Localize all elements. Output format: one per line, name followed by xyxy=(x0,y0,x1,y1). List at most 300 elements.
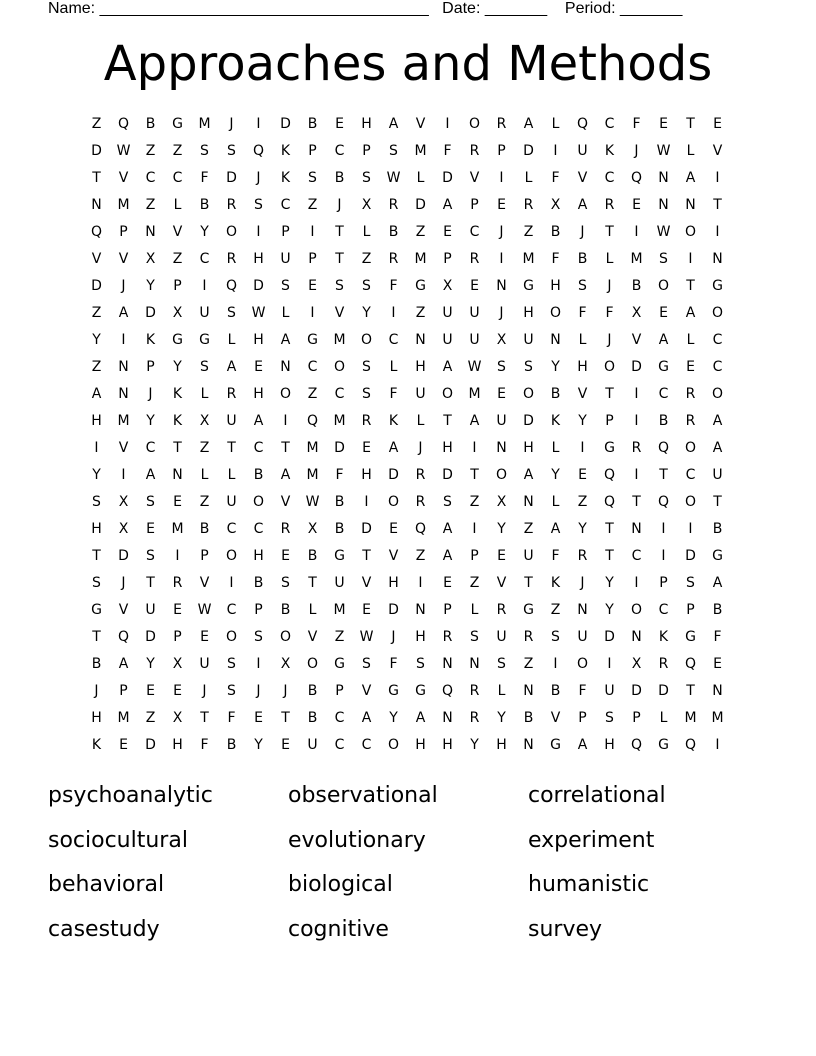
grid-letter: T xyxy=(713,197,722,213)
grid-letter: D xyxy=(685,548,696,564)
grid-letter: L xyxy=(227,332,236,348)
grid-letter: E xyxy=(443,575,452,591)
grid-letter: O xyxy=(387,737,400,753)
grid-letter: Z xyxy=(91,359,102,375)
grid-letter: C xyxy=(226,602,237,618)
grid-letter: P xyxy=(173,629,182,645)
grid-letter: Y xyxy=(605,575,614,591)
grid-letter: G xyxy=(172,332,183,348)
grid-letter: H xyxy=(604,737,615,753)
grid-letter: O xyxy=(630,602,643,618)
grid-letter: O xyxy=(711,305,724,321)
grid-letter: A xyxy=(685,170,696,186)
grid-letter: S xyxy=(659,251,668,267)
grid-letter: D xyxy=(523,413,534,429)
grid-letter: N xyxy=(658,170,669,186)
grid-letter: A xyxy=(442,521,453,537)
grid-letter: I xyxy=(661,521,666,537)
grid-letter: S xyxy=(146,494,155,510)
grid-letter: A xyxy=(253,413,264,429)
grid-letter: Z xyxy=(199,494,210,510)
grid-letter: T xyxy=(92,548,101,564)
grid-letter: N xyxy=(496,440,507,456)
grid-letter: N xyxy=(91,197,102,213)
grid-letter: O xyxy=(225,548,238,564)
grid-letter: S xyxy=(362,278,371,294)
grid-letter: V xyxy=(577,386,588,402)
grid-letter: T xyxy=(524,575,533,591)
grid-letter: Y xyxy=(200,224,209,240)
grid-letter: M xyxy=(333,413,346,429)
grid-letter: V xyxy=(577,170,588,186)
word-list-item: survey xyxy=(528,916,603,942)
grid-letter: J xyxy=(256,683,261,699)
grid-row xyxy=(83,114,733,141)
grid-letter: U xyxy=(199,656,210,672)
grid-letter: H xyxy=(442,737,453,753)
grid-letter: S xyxy=(551,629,560,645)
grid-letter: X xyxy=(631,305,642,321)
grid-letter: R xyxy=(172,575,183,591)
grid-letter: W xyxy=(359,629,374,645)
grid-letter: D xyxy=(334,440,345,456)
grid-letter: O xyxy=(387,494,400,510)
grid-letter: J xyxy=(202,683,207,699)
grid-letter: I xyxy=(310,224,315,240)
grid-letter: J xyxy=(418,440,423,456)
grid-letter: H xyxy=(523,305,534,321)
grid-letter: N xyxy=(415,602,426,618)
grid-letter: K xyxy=(145,332,156,348)
grid-letter: T xyxy=(335,251,344,267)
grid-letter: A xyxy=(442,359,453,375)
grid-letter: Q xyxy=(630,170,643,186)
grid-row xyxy=(83,249,733,276)
grid-letter: D xyxy=(145,737,156,753)
grid-letter: Z xyxy=(172,143,183,159)
grid-letter: E xyxy=(578,467,587,483)
grid-letter: Q xyxy=(441,683,454,699)
grid-letter: S xyxy=(92,494,101,510)
grid-letter: H xyxy=(361,467,372,483)
grid-letter: I xyxy=(634,413,639,429)
grid-letter: Q xyxy=(414,521,427,537)
grid-letter: H xyxy=(91,413,102,429)
grid-letter: E xyxy=(659,305,668,321)
grid-letter: U xyxy=(523,548,534,564)
grid-letter: I xyxy=(472,521,477,537)
grid-letter: T xyxy=(335,224,344,240)
grid-letter: R xyxy=(523,629,534,645)
grid-letter: H xyxy=(415,359,426,375)
grid-letter: U xyxy=(334,575,345,591)
word-list-item: humanistic xyxy=(528,872,650,897)
grid-letter: N xyxy=(631,521,642,537)
grid-letter: D xyxy=(631,683,642,699)
grid-letter: S xyxy=(362,170,371,186)
grid-letter: G xyxy=(199,332,210,348)
grid-letter: Z xyxy=(577,494,588,510)
grid-letter: O xyxy=(684,224,697,240)
grid-letter: E xyxy=(470,278,479,294)
grid-letter: G xyxy=(91,602,102,618)
grid-letter: H xyxy=(550,278,561,294)
grid-row xyxy=(83,276,733,303)
grid-letter: B xyxy=(307,548,318,564)
grid-letter: B xyxy=(658,413,669,429)
grid-letter: I xyxy=(121,332,126,348)
grid-letter: E xyxy=(119,737,128,753)
grid-letter: V xyxy=(199,575,210,591)
grid-letter: O xyxy=(576,656,589,672)
grid-letter: E xyxy=(335,116,344,132)
grid-letter: E xyxy=(200,629,209,645)
grid-letter: B xyxy=(145,116,156,132)
grid-letter: F xyxy=(389,656,398,672)
grid-letter: Z xyxy=(307,197,318,213)
grid-letter: I xyxy=(202,278,207,294)
grid-letter: J xyxy=(121,575,126,591)
grid-letter: O xyxy=(522,386,535,402)
grid-letter: V xyxy=(118,440,129,456)
grid-letter: X xyxy=(145,251,156,267)
grid-letter: T xyxy=(470,467,479,483)
grid-letter: O xyxy=(684,494,697,510)
grid-letter: N xyxy=(496,278,507,294)
grid-letter: G xyxy=(658,359,669,375)
grid-letter: T xyxy=(281,440,290,456)
grid-letter: E xyxy=(497,386,506,402)
grid-letter: Z xyxy=(145,710,156,726)
grid-letter: X xyxy=(442,278,453,294)
grid-letter: I xyxy=(472,440,477,456)
grid-letter: R xyxy=(388,251,399,267)
grid-letter: Z xyxy=(415,224,426,240)
word-list-item: evolutionary xyxy=(288,827,426,853)
grid-letter: U xyxy=(523,332,534,348)
grid-letter: T xyxy=(227,440,236,456)
grid-letter: U xyxy=(712,467,723,483)
grid-letter: Y xyxy=(254,737,263,753)
grid-letter: P xyxy=(119,683,128,699)
grid-letter: B xyxy=(91,656,102,672)
grid-letter: H xyxy=(91,521,102,537)
grid-letter: D xyxy=(118,548,129,564)
grid-letter: N xyxy=(118,386,129,402)
grid-letter: E xyxy=(173,602,182,618)
grid-letter: Y xyxy=(470,737,479,753)
grid-letter: L xyxy=(578,332,587,348)
grid-letter: C xyxy=(334,386,345,402)
grid-letter: K xyxy=(91,737,102,753)
grid-letter: M xyxy=(117,710,130,726)
grid-letter: K xyxy=(172,386,183,402)
grid-letter: G xyxy=(523,278,534,294)
grid-letter: T xyxy=(605,386,614,402)
grid-letter: I xyxy=(661,548,666,564)
grid-letter: F xyxy=(605,305,614,321)
grid-letter: R xyxy=(685,413,696,429)
grid-letter: B xyxy=(334,494,345,510)
grid-letter: C xyxy=(199,251,210,267)
grid-letter: X xyxy=(550,197,561,213)
grid-letter: O xyxy=(333,359,346,375)
grid-letter: L xyxy=(200,467,209,483)
grid-letter: I xyxy=(310,305,315,321)
grid-letter: D xyxy=(91,278,102,294)
grid-letter: Q xyxy=(603,494,616,510)
grid-letter: C xyxy=(712,359,723,375)
grid-letter: D xyxy=(658,683,669,699)
grid-letter: V xyxy=(172,224,183,240)
grid-letter: P xyxy=(686,602,695,618)
grid-letter: O xyxy=(279,629,292,645)
grid-letter: W xyxy=(656,143,671,159)
grid-letter: S xyxy=(227,683,236,699)
grid-letter: L xyxy=(686,143,695,159)
grid-letter: O xyxy=(441,386,454,402)
grid-letter: Q xyxy=(630,737,643,753)
grid-letter: N xyxy=(577,602,588,618)
grid-letter: F xyxy=(578,305,587,321)
grid-letter: R xyxy=(415,494,426,510)
grid-letter: B xyxy=(226,737,237,753)
grid-letter: B xyxy=(388,224,399,240)
grid-letter: M xyxy=(117,197,130,213)
grid-letter: Q xyxy=(225,278,238,294)
grid-letter: U xyxy=(226,413,237,429)
word-list-item: cognitive xyxy=(288,916,389,942)
grid-letter: U xyxy=(280,251,291,267)
grid-letter: H xyxy=(577,359,588,375)
grid-letter: J xyxy=(580,224,585,240)
grid-letter: Q xyxy=(657,440,670,456)
grid-letter: I xyxy=(256,656,261,672)
grid-letter: L xyxy=(470,602,479,618)
grid-letter: A xyxy=(577,737,588,753)
grid-letter: D xyxy=(442,467,453,483)
grid-letter: W xyxy=(197,602,212,618)
word-list-item: casestudy xyxy=(48,916,160,942)
grid-letter: A xyxy=(712,413,723,429)
grid-letter: C xyxy=(388,332,399,348)
grid-row xyxy=(83,330,733,357)
grid-letter: M xyxy=(630,251,643,267)
grid-letter: J xyxy=(580,575,585,591)
grid-letter: I xyxy=(94,440,99,456)
grid-letter: C xyxy=(145,170,156,186)
grid-letter: F xyxy=(200,170,209,186)
grid-letter: V xyxy=(361,683,372,699)
grid-letter: J xyxy=(391,629,396,645)
grid-letter: Q xyxy=(117,629,130,645)
grid-letter: R xyxy=(469,143,480,159)
grid-letter: Y xyxy=(578,521,587,537)
grid-letter: Q xyxy=(90,224,103,240)
grid-letter: Z xyxy=(469,575,480,591)
grid-letter: F xyxy=(578,683,587,699)
grid-letter: Y xyxy=(146,278,155,294)
grid-letter: S xyxy=(227,656,236,672)
grid-letter: Z xyxy=(199,440,210,456)
grid-letter: Q xyxy=(252,143,265,159)
grid-letter: M xyxy=(522,251,535,267)
grid-letter: I xyxy=(175,548,180,564)
grid-letter: J xyxy=(337,197,342,213)
grid-letter: U xyxy=(577,629,588,645)
grid-letter: N xyxy=(523,494,534,510)
grid-letter: G xyxy=(550,737,561,753)
grid-letter: P xyxy=(254,602,263,618)
grid-letter: A xyxy=(712,575,723,591)
grid-row xyxy=(83,411,733,438)
grid-letter: S xyxy=(389,143,398,159)
grid-letter: H xyxy=(253,548,264,564)
grid-letter: I xyxy=(499,170,504,186)
grid-letter: H xyxy=(415,737,426,753)
grid-letter: G xyxy=(604,440,615,456)
grid-letter: E xyxy=(281,548,290,564)
grid-letter: B xyxy=(334,521,345,537)
grid-row xyxy=(83,681,733,708)
grid-letter: Y xyxy=(92,332,101,348)
grid-letter: B xyxy=(550,683,561,699)
grid-letter: J xyxy=(634,143,639,159)
grid-letter: F xyxy=(389,278,398,294)
grid-letter: E xyxy=(173,494,182,510)
grid-letter: Q xyxy=(306,413,319,429)
grid-letter: X xyxy=(199,413,210,429)
grid-letter: P xyxy=(497,143,506,159)
grid-letter: T xyxy=(605,521,614,537)
grid-letter: V xyxy=(388,548,399,564)
grid-letter: I xyxy=(634,575,639,591)
grid-letter: T xyxy=(173,440,182,456)
grid-letter: R xyxy=(469,683,480,699)
grid-letter: B xyxy=(307,116,318,132)
grid-letter: Z xyxy=(361,251,372,267)
grid-letter: Y xyxy=(497,521,506,537)
grid-letter: M xyxy=(414,143,427,159)
grid-letter: J xyxy=(121,278,126,294)
grid-letter: H xyxy=(253,386,264,402)
word-list xyxy=(48,780,768,958)
grid-letter: S xyxy=(227,143,236,159)
grid-letter: L xyxy=(605,251,614,267)
grid-letter: F xyxy=(443,143,452,159)
grid-letter: A xyxy=(145,467,156,483)
grid-letter: M xyxy=(414,251,427,267)
page-title: Approaches and Methods xyxy=(103,36,713,92)
grid-letter: D xyxy=(253,278,264,294)
grid-letter: X xyxy=(280,656,291,672)
grid-letter: J xyxy=(607,278,612,294)
grid-letter: Z xyxy=(523,656,534,672)
grid-letter: R xyxy=(631,440,642,456)
grid-letter: N xyxy=(685,197,696,213)
grid-letter: W xyxy=(251,305,266,321)
grid-letter: C xyxy=(253,440,264,456)
grid-letter: I xyxy=(634,467,639,483)
grid-letter: I xyxy=(418,575,423,591)
grid-letter: A xyxy=(361,710,372,726)
grid-letter: J xyxy=(94,683,99,699)
grid-letter: O xyxy=(657,278,670,294)
grid-letter: Y xyxy=(551,359,560,375)
grid-letter: R xyxy=(469,251,480,267)
grid-letter: B xyxy=(550,224,561,240)
grid-letter: V xyxy=(118,170,129,186)
grid-letter: T xyxy=(281,710,290,726)
grid-letter: Z xyxy=(91,305,102,321)
grid-letter: R xyxy=(604,197,615,213)
grid-letter: D xyxy=(226,170,237,186)
grid-letter: J xyxy=(229,116,234,132)
grid-letter: I xyxy=(634,386,639,402)
grid-letter: V xyxy=(361,575,372,591)
grid-letter: I xyxy=(364,494,369,510)
grid-letter: I xyxy=(256,116,261,132)
grid-letter: U xyxy=(469,305,480,321)
grid-row xyxy=(83,519,733,546)
grid-letter: G xyxy=(415,683,426,699)
grid-letter: E xyxy=(281,737,290,753)
grid-letter: A xyxy=(658,332,669,348)
grid-letter: T xyxy=(443,413,452,429)
grid-letter: E xyxy=(443,224,452,240)
grid-letter: I xyxy=(634,224,639,240)
grid-letter: E xyxy=(686,359,695,375)
grid-letter: O xyxy=(684,440,697,456)
grid-letter: D xyxy=(361,521,372,537)
grid-letter: H xyxy=(496,737,507,753)
grid-letter: S xyxy=(362,386,371,402)
grid-letter: G xyxy=(712,548,723,564)
grid-letter: C xyxy=(361,737,372,753)
grid-letter: E xyxy=(362,602,371,618)
grid-letter: S xyxy=(686,575,695,591)
grid-letter: Y xyxy=(605,602,614,618)
grid-letter: F xyxy=(551,548,560,564)
grid-letter: Y xyxy=(551,467,560,483)
grid-letter: C xyxy=(685,467,696,483)
grid-letter: O xyxy=(468,116,481,132)
word-list-item: behavioral xyxy=(48,872,165,897)
grid-letter: S xyxy=(254,629,263,645)
grid-letter: B xyxy=(307,710,318,726)
grid-letter: Q xyxy=(576,116,589,132)
grid-letter: L xyxy=(524,170,533,186)
grid-letter: R xyxy=(469,710,480,726)
grid-letter: A xyxy=(469,413,480,429)
grid-row xyxy=(83,141,733,168)
grid-letter: T xyxy=(92,629,101,645)
grid-letter: R xyxy=(496,116,507,132)
grid-letter: I xyxy=(499,251,504,267)
grid-letter: X xyxy=(496,494,507,510)
grid-letter: X xyxy=(496,332,507,348)
grid-letter: S xyxy=(254,197,263,213)
grid-letter: W xyxy=(467,359,482,375)
grid-letter: G xyxy=(658,737,669,753)
grid-letter: V xyxy=(469,170,480,186)
grid-letter: C xyxy=(280,197,291,213)
grid-letter: M xyxy=(306,467,319,483)
grid-letter: D xyxy=(145,629,156,645)
grid-letter: K xyxy=(550,413,561,429)
grid-letter: I xyxy=(256,224,261,240)
grid-letter: C xyxy=(307,359,318,375)
